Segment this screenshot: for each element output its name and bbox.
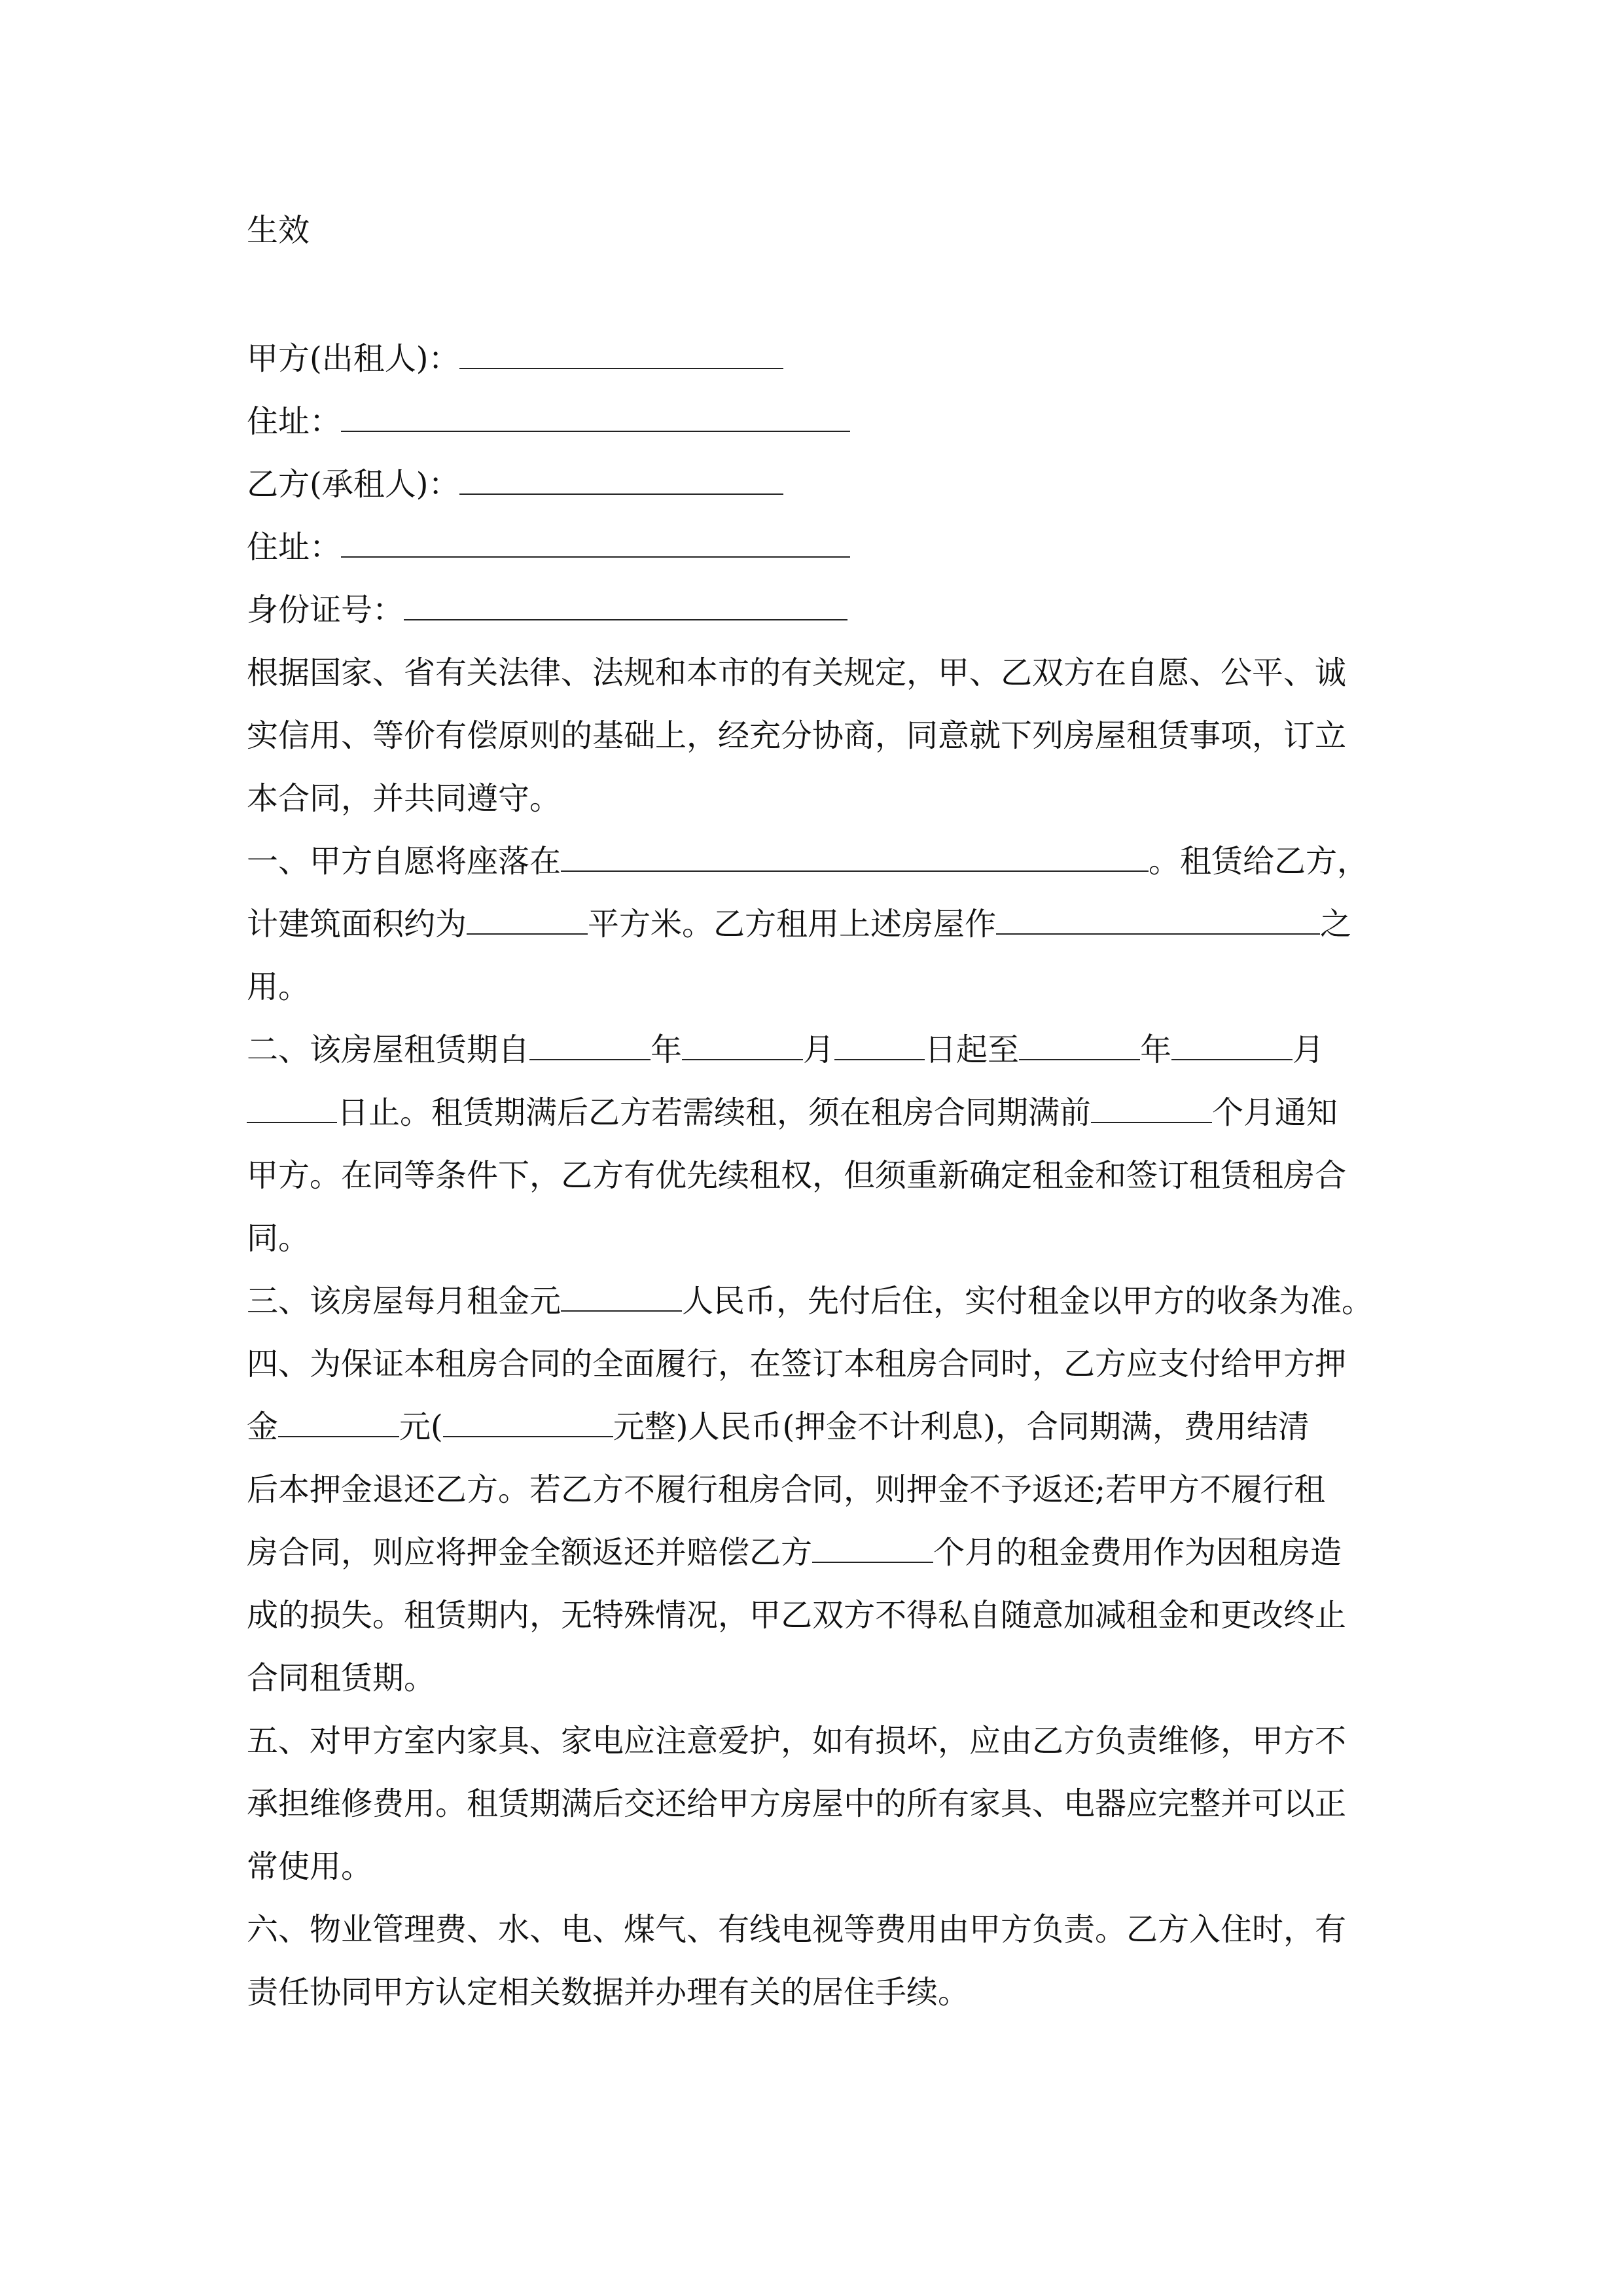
party-a-blank[interactable] xyxy=(459,342,783,369)
clause-1-text-a: 一、甲方自愿将座落在 xyxy=(247,843,562,880)
effective-text: 生效 xyxy=(247,212,310,249)
address-a-blank[interactable] xyxy=(341,404,850,432)
top-line xyxy=(247,211,310,250)
clause-3-line-1 xyxy=(247,1282,1373,1321)
clause-1-text-d: 平方米。乙方租用上述房屋作 xyxy=(588,906,997,942)
notice-months-blank[interactable] xyxy=(1091,1096,1212,1123)
clause-5-line-3 xyxy=(247,1847,372,1886)
party-b-blank[interactable] xyxy=(459,467,783,495)
clause-2-line-4 xyxy=(247,1219,310,1258)
rent-blank[interactable] xyxy=(561,1284,682,1312)
clause-1-line-3 xyxy=(247,967,310,1007)
compensation-months-blank[interactable] xyxy=(812,1535,933,1563)
clause-6-text-a: 六、物业管理费、水、电、煤气、有线电视等费用由甲方负责。乙方入住时，有 xyxy=(247,1911,1347,1948)
address-b-blank[interactable] xyxy=(341,530,850,558)
address-b-line xyxy=(247,528,850,567)
clause-4-line-1 xyxy=(247,1344,1346,1384)
clause-1-text-f: 用。 xyxy=(247,969,310,1005)
clause-2-text-c: 甲方。在同等条件下，乙方有优先续租权，但须重新确定租金和签订租赁租房合 xyxy=(247,1157,1347,1194)
clause-5-line-2 xyxy=(247,1784,1346,1823)
clause-1-text-e: 之 xyxy=(1320,906,1352,942)
month-label-1: 月 xyxy=(803,1031,835,1068)
clause-2-text-b: 日止。租赁期满后乙方若需续租，须在租房合同期满前 xyxy=(337,1094,1092,1131)
deposit-blank[interactable] xyxy=(278,1410,399,1437)
clause-4-line-2 xyxy=(247,1407,1310,1446)
clause-3-text-b: 人民币，先付后住，实付租金以甲方的收条为准。 xyxy=(682,1283,1374,1319)
clause-5-line-1 xyxy=(247,1721,1346,1761)
clause-1-line-2 xyxy=(247,905,1351,944)
clause-4-line-6 xyxy=(247,1659,435,1698)
intro-text-1: 根据国家、省有关法律、法规和本市的有关规定，甲、乙双方在自愿、公平、诚 xyxy=(247,655,1347,691)
clause-6-line-2 xyxy=(247,1973,969,2012)
clause-5-text-a: 五、对甲方室内家具、家电应注意爱护，如有损坏，应由乙方负责维修，甲方不 xyxy=(247,1723,1347,1759)
clause-2-line-3 xyxy=(247,1156,1346,1195)
location-blank[interactable] xyxy=(561,844,1149,872)
clause-6-line-1 xyxy=(247,1910,1346,1949)
clause-2-line-1 xyxy=(247,1030,1324,1069)
day-from-label: 日起至 xyxy=(925,1031,1020,1068)
intro-line-2 xyxy=(247,716,1346,755)
start-year-blank[interactable] xyxy=(529,1033,651,1060)
party-a-label: 甲方(出租人)： xyxy=(247,340,460,377)
party-b-line xyxy=(247,465,783,504)
clause-4-text-b3: 元整)人民币(押金不计利息)，合同期满，费用结清 xyxy=(613,1408,1310,1445)
intro-line-1 xyxy=(247,653,1346,692)
party-b-label: 乙方(承租人)： xyxy=(247,466,460,503)
year-label-1: 年 xyxy=(651,1031,683,1068)
clause-6-text-b: 责任协同甲方认定相关数据并办理有关的居住手续。 xyxy=(247,1974,970,2011)
clause-3-text-a: 三、该房屋每月租金元 xyxy=(247,1283,562,1319)
party-a-line xyxy=(247,339,783,378)
clause-1-text-c: 计建筑面积约为 xyxy=(247,906,467,942)
clause-2-text-d: 同。 xyxy=(247,1220,310,1257)
clause-4-text-f: 合同租赁期。 xyxy=(247,1660,436,1696)
id-label: 身份证号： xyxy=(247,592,404,628)
start-day-blank[interactable] xyxy=(834,1033,925,1060)
clause-4-line-3 xyxy=(247,1470,1325,1509)
year-label-2: 年 xyxy=(1140,1031,1172,1068)
intro-text-3: 本合同，并共同遵守。 xyxy=(247,780,562,817)
address-b-label: 住址： xyxy=(247,529,342,565)
clause-4-text-c: 后本押金退还乙方。若乙方不履行租房合同，则押金不予返还;若甲方不履行租 xyxy=(247,1471,1326,1508)
clause-2-line-2 xyxy=(247,1093,1338,1132)
clause-4-line-5 xyxy=(247,1596,1346,1635)
intro-text-2: 实信用、等价有偿原则的基础上，经充分协商，同意就下列房屋租赁事项，订立 xyxy=(247,717,1347,754)
start-month-blank[interactable] xyxy=(682,1033,803,1060)
deposit-words-blank[interactable] xyxy=(443,1410,613,1437)
end-month-blank[interactable] xyxy=(1171,1033,1293,1060)
clause-1-line-1 xyxy=(247,842,1368,881)
clause-4-text-b2: 元( xyxy=(399,1408,443,1445)
usage-blank[interactable] xyxy=(996,907,1320,935)
address-a-line xyxy=(247,402,850,441)
clause-4-text-d1: 房合同，则应将押金全额返还并赔偿乙方 xyxy=(247,1534,813,1571)
clause-4-text-a: 四、为保证本租房合同的全面履行，在签订本租房合同时，乙方应支付给甲方押 xyxy=(247,1346,1347,1382)
id-blank[interactable] xyxy=(404,593,847,620)
clause-2-notify: 个月通知 xyxy=(1212,1094,1338,1131)
clause-4-text-b1: 金 xyxy=(247,1408,279,1445)
clause-4-text-d2: 个月的租金费用作为因租房造 xyxy=(933,1534,1342,1571)
area-blank[interactable] xyxy=(467,907,588,935)
clause-5-text-c: 常使用。 xyxy=(247,1848,373,1885)
month-label-2: 月 xyxy=(1293,1031,1325,1068)
clause-4-text-e: 成的损失。租赁期内，无特殊情况，甲乙双方不得私自随意加减租金和更改终止 xyxy=(247,1597,1347,1634)
clause-2-text-a: 二、该房屋租赁期自 xyxy=(247,1031,530,1068)
address-a-label: 住址： xyxy=(247,403,342,440)
id-line xyxy=(247,590,847,630)
intro-line-3 xyxy=(247,779,561,818)
end-day-blank[interactable] xyxy=(247,1096,337,1123)
clause-5-text-b: 承担维修费用。租赁期满后交还给甲方房屋中的所有家具、电器应完整并可以正 xyxy=(247,1785,1347,1822)
clause-1-text-b: 。租赁给乙方， xyxy=(1149,843,1369,880)
end-year-blank[interactable] xyxy=(1019,1033,1140,1060)
clause-4-line-4 xyxy=(247,1533,1342,1572)
